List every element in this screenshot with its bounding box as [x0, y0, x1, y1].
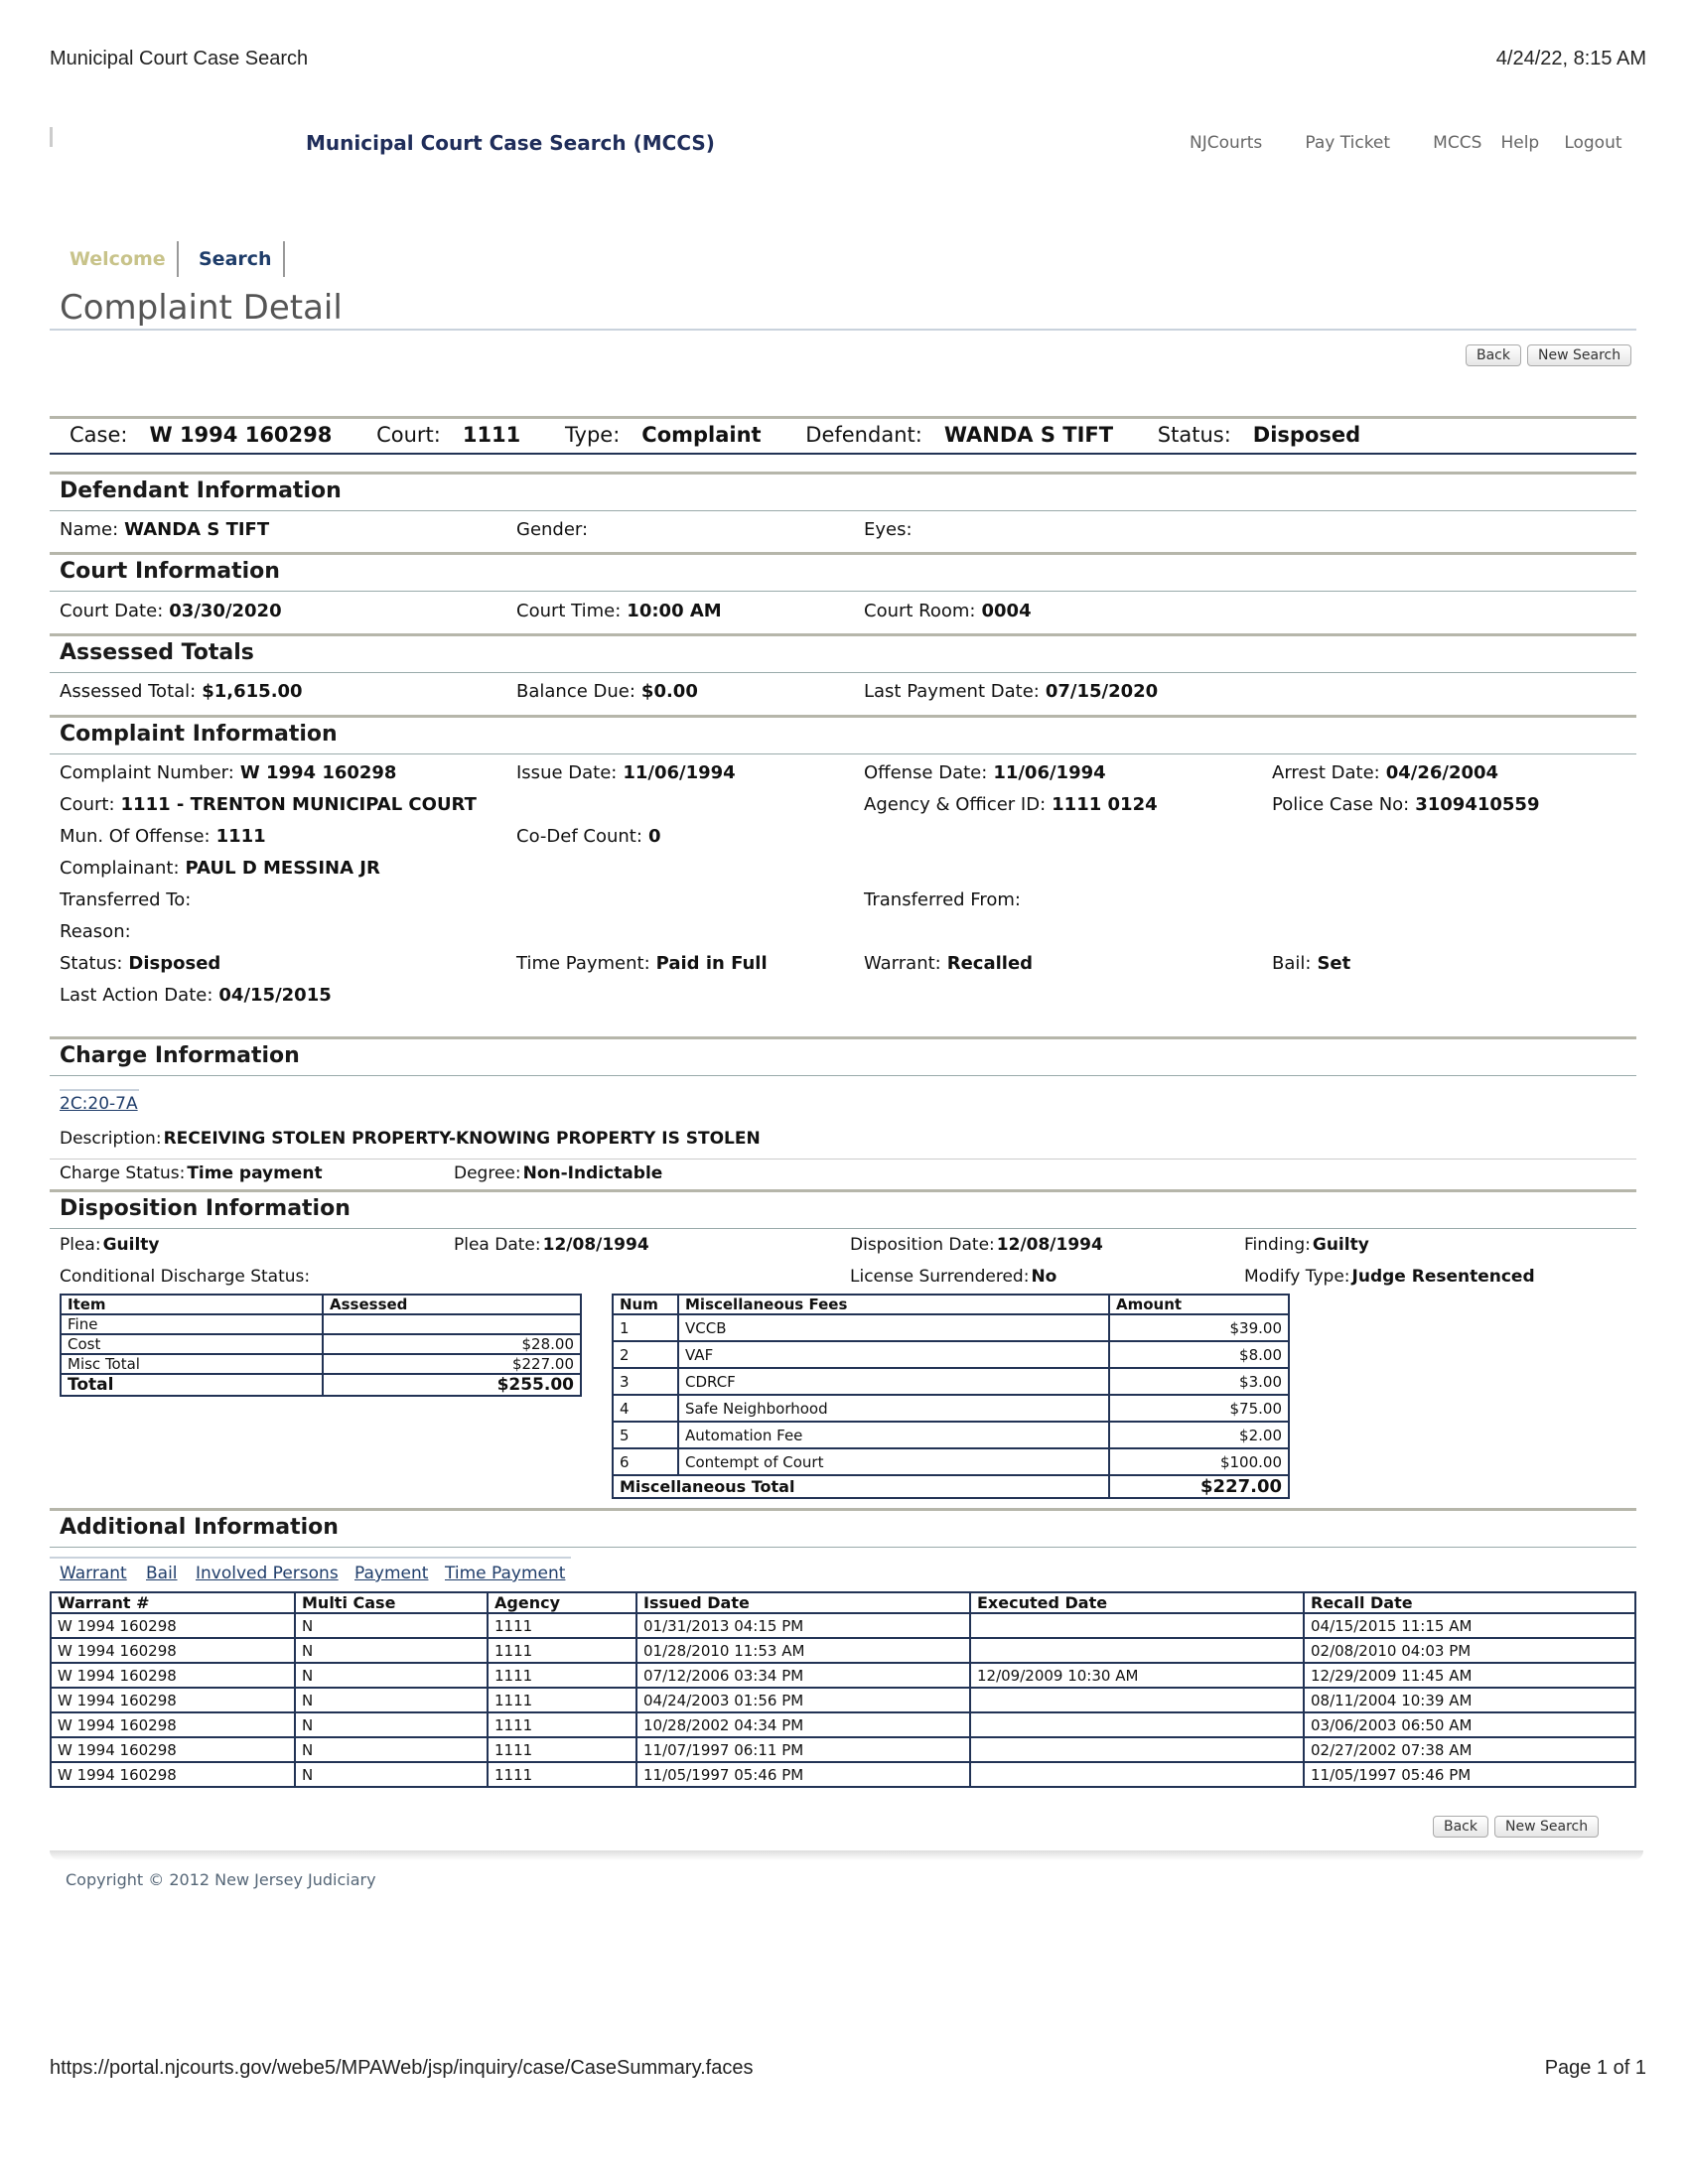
complaint-court-field	[60, 794, 477, 815]
col-header: Executed Date	[970, 1592, 1304, 1613]
table-cell: 1111	[488, 1762, 636, 1787]
table-cell: 08/11/2004 10:39 AM	[1304, 1688, 1635, 1712]
section-title-totals: Assessed Totals	[60, 640, 254, 665]
value: Disposed	[128, 953, 221, 974]
divider	[50, 416, 1636, 419]
bail-field	[1272, 953, 1350, 974]
print-footer-page: Page 1 of 1	[1544, 2057, 1646, 2079]
assessed-total-field	[60, 681, 303, 702]
label: Finding:	[1244, 1235, 1311, 1255]
label: Degree:	[454, 1163, 521, 1183]
plea-field	[60, 1235, 160, 1255]
value: RECEIVING STOLEN PROPERTY-KNOWING PROPERTY IS STOLEN	[163, 1129, 761, 1149]
table-row	[51, 1663, 1635, 1688]
label: Police Case No:	[1272, 794, 1410, 815]
value: No	[1031, 1267, 1057, 1287]
transferred-to-field	[60, 889, 191, 910]
label: Description:	[60, 1129, 162, 1149]
case-summary-strip	[70, 423, 1398, 447]
modify-type-field	[1244, 1267, 1535, 1287]
table-cell: W 1994 160298	[51, 1737, 295, 1762]
copyright-text: Copyright © 2012 New Jersey Judiciary	[66, 1870, 376, 1889]
table-cell: 02/27/2002 07:38 AM	[1304, 1737, 1635, 1762]
value: 11/06/1994	[993, 762, 1106, 783]
table-row	[613, 1314, 1289, 1341]
col-header: Agency	[488, 1592, 636, 1613]
table-cell: 1111	[488, 1663, 636, 1688]
value: Time payment	[187, 1163, 323, 1183]
label: Charge Status:	[60, 1163, 186, 1183]
value: WANDA S TIFT	[124, 519, 270, 540]
table-cell: $75.00	[1109, 1395, 1289, 1422]
table-row	[51, 1762, 1635, 1787]
divider	[50, 1036, 1636, 1039]
nav-link-mccs[interactable]: MCCS	[1433, 133, 1482, 153]
table-cell: W 1994 160298	[51, 1613, 295, 1638]
table-cell: 6	[613, 1448, 678, 1475]
table-cell: 2	[613, 1341, 678, 1368]
label: Last Payment Date:	[864, 681, 1040, 702]
value: Recalled	[946, 953, 1034, 974]
mun-offense-field	[60, 826, 266, 847]
divider	[50, 633, 1636, 636]
table-cell: 12/09/2009 10:30 AM	[970, 1663, 1304, 1688]
table-cell: 1111	[488, 1712, 636, 1737]
table-cell: Fine	[61, 1314, 323, 1334]
arrest-date-field	[1272, 762, 1498, 783]
value: Judge Resentenced	[1351, 1267, 1535, 1287]
table-cell: 11/05/1997 05:46 PM	[1304, 1762, 1635, 1787]
court-room-field	[864, 601, 1032, 621]
table-row	[51, 1737, 1635, 1762]
tab-bail[interactable]: Bail	[146, 1564, 178, 1583]
page-title: Complaint Detail	[60, 288, 343, 328]
divider	[50, 1547, 1636, 1548]
label: Name:	[60, 519, 119, 540]
divider	[50, 1228, 1636, 1229]
value: 1111 - TRENTON MUNICIPAL COURT	[120, 794, 477, 815]
table-header-row	[51, 1592, 1635, 1613]
col-header: Num	[613, 1295, 678, 1314]
table-row	[51, 1712, 1635, 1737]
col-header: Miscellaneous Fees	[678, 1295, 1109, 1314]
eyes-field	[864, 519, 918, 540]
label: Status:	[60, 953, 123, 974]
police-case-field	[1272, 794, 1539, 815]
label: Court Time:	[516, 601, 622, 621]
table-cell: W 1994 160298	[51, 1688, 295, 1712]
label: Disposition Date:	[850, 1235, 995, 1255]
divider	[50, 552, 1636, 555]
label: Plea Date:	[454, 1235, 541, 1255]
tab-divider	[283, 241, 285, 277]
table-cell: $8.00	[1109, 1341, 1289, 1368]
table-cell: 04/24/2003 01:56 PM	[636, 1688, 970, 1712]
status-label: Status:	[1157, 423, 1231, 447]
label: Assessed Total:	[60, 681, 197, 702]
table-cell: 4	[613, 1395, 678, 1422]
table-cell: W 1994 160298	[51, 1712, 295, 1737]
divider	[50, 1159, 1636, 1160]
table-cell: 11/05/1997 05:46 PM	[636, 1762, 970, 1787]
table-cell: 01/31/2013 04:15 PM	[636, 1613, 970, 1638]
label: Arrest Date:	[1272, 762, 1380, 783]
table-cell	[970, 1638, 1304, 1663]
case-status: Disposed	[1252, 423, 1361, 447]
table-cell: W 1994 160298	[51, 1762, 295, 1787]
divider	[50, 753, 1636, 754]
value: Guilty	[1312, 1235, 1369, 1255]
transferred-from-field	[864, 889, 1021, 910]
charge-description-field	[60, 1129, 761, 1149]
table-cell: 1111	[488, 1737, 636, 1762]
table-cell: $39.00	[1109, 1314, 1289, 1341]
value: 1111 0124	[1052, 794, 1158, 815]
warrant-field	[864, 953, 1033, 974]
court-date-field	[60, 601, 282, 621]
finding-field	[1244, 1235, 1369, 1255]
type-label: Type:	[564, 423, 621, 447]
label: Agency & Officer ID:	[864, 794, 1047, 815]
label: Gender:	[516, 519, 589, 540]
table-row	[613, 1395, 1289, 1422]
table-cell: $28.00	[323, 1334, 581, 1354]
gender-field	[516, 519, 594, 540]
case-type: Complaint	[641, 423, 762, 447]
table-row	[61, 1314, 581, 1334]
label: License Surrendered:	[850, 1267, 1030, 1287]
nav-link-help[interactable]: Help	[1500, 133, 1540, 153]
case-number: W 1994 160298	[149, 423, 333, 447]
label: Balance Due:	[516, 681, 635, 702]
tab-payment[interactable]: Payment	[354, 1564, 429, 1583]
defendant-name-field	[60, 519, 269, 540]
table-cell: 04/15/2015 11:15 AM	[1304, 1613, 1635, 1638]
table-cell: N	[295, 1663, 488, 1688]
section-title-disposition: Disposition Information	[60, 1196, 351, 1221]
plea-date-field	[454, 1235, 649, 1255]
table-row	[51, 1688, 1635, 1712]
label: Complaint Number:	[60, 762, 234, 783]
label: Transferred From:	[864, 889, 1021, 910]
label: Last Action Date:	[60, 985, 213, 1006]
table-cell: VAF	[678, 1341, 1109, 1368]
tab-time-payment[interactable]: Time Payment	[445, 1564, 566, 1583]
label: Bail:	[1272, 953, 1312, 974]
label: Time Payment:	[516, 953, 650, 974]
table-cell: 07/12/2006 03:34 PM	[636, 1663, 970, 1688]
table-cell: $255.00	[323, 1374, 581, 1396]
col-header: Recall Date	[1304, 1592, 1635, 1613]
table-cell: $227.00	[1109, 1475, 1289, 1498]
table-cell: N	[295, 1737, 488, 1762]
divider	[50, 472, 1636, 475]
warrant-table	[50, 1591, 1636, 1788]
court-number: 1111	[462, 423, 521, 447]
table-header-row	[613, 1295, 1289, 1314]
value: 04/26/2004	[1385, 762, 1499, 783]
label: Warrant:	[864, 953, 941, 974]
divider	[50, 672, 1636, 673]
table-cell: W 1994 160298	[51, 1638, 295, 1663]
statute-link[interactable]: 2C:20-7A	[60, 1094, 138, 1114]
nav-link-njcourts[interactable]: NJCourts	[1190, 133, 1263, 153]
new-search-button[interactable]: New Search	[1527, 344, 1631, 366]
value: Guilty	[102, 1235, 160, 1255]
issue-date-field	[516, 762, 736, 783]
label: Transferred To:	[60, 889, 192, 910]
table-cell	[323, 1314, 581, 1334]
defendant-label: Defendant:	[805, 423, 922, 447]
label: Eyes:	[864, 519, 913, 540]
table-cell: Miscellaneous Total	[613, 1475, 1109, 1498]
table-cell	[970, 1613, 1304, 1638]
label: Offense Date:	[864, 762, 988, 783]
table-cell: N	[295, 1762, 488, 1787]
table-cell: 1111	[488, 1613, 636, 1638]
table-row	[613, 1368, 1289, 1395]
statute-tab-top	[60, 1089, 139, 1091]
table-row	[51, 1638, 1635, 1663]
time-payment-field	[516, 953, 768, 974]
value: 07/15/2020	[1045, 681, 1159, 702]
table-total-row	[61, 1374, 581, 1396]
divider	[50, 453, 1636, 455]
reason-field	[60, 921, 131, 942]
nav-link-pay-ticket[interactable]: Pay Ticket	[1305, 133, 1391, 153]
disposition-date-field	[850, 1235, 1103, 1255]
table-cell: 10/28/2002 04:34 PM	[636, 1712, 970, 1737]
tab-strip-top	[50, 1557, 571, 1559]
section-title-charge: Charge Information	[60, 1043, 300, 1068]
label: Issue Date:	[516, 762, 618, 783]
tab-welcome[interactable]: Welcome	[70, 248, 166, 270]
table-row	[61, 1334, 581, 1354]
divider	[50, 1189, 1636, 1192]
value: 04/15/2015	[218, 985, 332, 1006]
table-cell	[970, 1688, 1304, 1712]
table-cell: N	[295, 1688, 488, 1712]
table-cell: 03/06/2003 06:50 AM	[1304, 1712, 1635, 1737]
charge-status-field	[60, 1163, 323, 1183]
value: 1111	[215, 826, 266, 847]
last-action-field	[60, 985, 332, 1006]
print-header-title: Municipal Court Case Search	[50, 48, 309, 69]
table-row	[51, 1613, 1635, 1638]
col-header: Issued Date	[636, 1592, 970, 1613]
label: Plea:	[60, 1235, 101, 1255]
table-cell: $100.00	[1109, 1448, 1289, 1475]
table-cell: 1111	[488, 1638, 636, 1663]
case-label: Case:	[70, 423, 128, 447]
table-cell: Misc Total	[61, 1354, 323, 1374]
table-cell: N	[295, 1712, 488, 1737]
value: $1,615.00	[202, 681, 303, 702]
table-cell	[970, 1712, 1304, 1737]
divider	[50, 591, 1636, 592]
value: PAUL D MESSINA JR	[185, 858, 380, 879]
court-label: Court:	[376, 423, 441, 447]
label: Mun. Of Offense:	[60, 826, 211, 847]
value: 03/30/2020	[169, 601, 282, 621]
agency-officer-field	[864, 794, 1158, 815]
table-cell: $2.00	[1109, 1422, 1289, 1448]
col-header: Assessed	[323, 1295, 581, 1314]
new-search-button-bottom[interactable]: New Search	[1494, 1816, 1599, 1838]
table-cell: N	[295, 1613, 488, 1638]
table-cell: CDRCF	[678, 1368, 1109, 1395]
tab-divider	[177, 241, 179, 277]
col-header: Amount	[1109, 1295, 1289, 1314]
value: Set	[1317, 953, 1351, 974]
title-underline	[50, 329, 1636, 331]
table-cell: Cost	[61, 1334, 323, 1354]
complainant-field	[60, 858, 380, 879]
last-payment-field	[864, 681, 1158, 702]
value: Non-Indictable	[522, 1163, 663, 1183]
value: 0	[647, 826, 661, 847]
balance-due-field	[516, 681, 698, 702]
offense-date-field	[864, 762, 1106, 783]
back-button-bottom[interactable]: Back	[1433, 1816, 1488, 1838]
value: 11/06/1994	[623, 762, 736, 783]
court-time-field	[516, 601, 722, 621]
table-row	[613, 1448, 1289, 1475]
value: Paid in Full	[655, 953, 768, 974]
value: $0.00	[640, 681, 698, 702]
divider	[50, 715, 1636, 718]
col-header: Item	[61, 1295, 323, 1314]
value: 10:00 AM	[627, 601, 722, 621]
back-button[interactable]: Back	[1466, 344, 1521, 366]
conditional-discharge-field	[60, 1267, 316, 1287]
section-title-defendant: Defendant Information	[60, 478, 342, 503]
table-cell: Contempt of Court	[678, 1448, 1109, 1475]
table-cell: W 1994 160298	[51, 1663, 295, 1688]
table-cell: Total	[61, 1374, 323, 1396]
table-cell: 1111	[488, 1688, 636, 1712]
table-cell	[970, 1762, 1304, 1787]
logo-placeholder	[50, 127, 53, 147]
license-surrendered-field	[850, 1267, 1056, 1287]
divider	[50, 1075, 1636, 1076]
table-cell: Automation Fee	[678, 1422, 1109, 1448]
value: 0004	[981, 601, 1032, 621]
label: Conditional Discharge Status:	[60, 1267, 311, 1287]
table-cell: VCCB	[678, 1314, 1109, 1341]
tab-involved-persons[interactable]: Involved Persons	[196, 1564, 339, 1583]
label: Court Date:	[60, 601, 164, 621]
table-row	[613, 1422, 1289, 1448]
defendant-name: WANDA S TIFT	[943, 423, 1114, 447]
app-title: Municipal Court Case Search (MCCS)	[306, 131, 715, 155]
top-nav	[1150, 133, 1622, 153]
label: Co-Def Count:	[516, 826, 642, 847]
divider	[50, 1508, 1636, 1511]
table-cell	[970, 1737, 1304, 1762]
misc-fees-table	[612, 1294, 1290, 1499]
table-row	[61, 1354, 581, 1374]
table-cell: 11/07/1997 06:11 PM	[636, 1737, 970, 1762]
degree-field	[454, 1163, 662, 1183]
table-cell: 3	[613, 1368, 678, 1395]
section-title-additional: Additional Information	[60, 1515, 339, 1540]
table-header-row	[61, 1295, 581, 1314]
col-header: Multi Case	[295, 1592, 488, 1613]
table-cell: $227.00	[323, 1354, 581, 1374]
label: Reason:	[60, 921, 131, 942]
codef-count-field	[516, 826, 660, 847]
label: Court Room:	[864, 601, 976, 621]
table-cell: 12/29/2009 11:45 AM	[1304, 1663, 1635, 1688]
table-cell: 01/28/2010 11:53 AM	[636, 1638, 970, 1663]
value: 12/08/1994	[542, 1235, 649, 1255]
assessment-table	[60, 1294, 582, 1397]
table-cell: 1	[613, 1314, 678, 1341]
table-cell: Safe Neighborhood	[678, 1395, 1109, 1422]
value: W 1994 160298	[239, 762, 397, 783]
page-bottom-shadow	[50, 1850, 1643, 1860]
divider	[50, 510, 1636, 511]
nav-link-logout[interactable]: Logout	[1564, 133, 1622, 153]
section-title-court: Court Information	[60, 559, 280, 584]
tab-search[interactable]: Search	[199, 248, 272, 270]
tab-warrant[interactable]: Warrant	[60, 1564, 127, 1583]
value: 12/08/1994	[996, 1235, 1103, 1255]
col-header: Warrant #	[51, 1592, 295, 1613]
label: Complainant:	[60, 858, 180, 879]
complaint-number-field	[60, 762, 396, 783]
table-row	[613, 1341, 1289, 1368]
value: 3109410559	[1415, 794, 1540, 815]
print-footer-url: https://portal.njcourts.gov/webe5/MPAWeb/jsp/inquiry/case/CaseSummary.faces	[50, 2057, 754, 2079]
table-cell: 5	[613, 1422, 678, 1448]
table-total-row	[613, 1475, 1289, 1498]
complaint-status-field	[60, 953, 220, 974]
table-cell: N	[295, 1638, 488, 1663]
table-cell: $3.00	[1109, 1368, 1289, 1395]
section-title-complaint: Complaint Information	[60, 722, 338, 747]
table-cell: 02/08/2010 04:03 PM	[1304, 1638, 1635, 1663]
print-header-datetime: 4/24/22, 8:15 AM	[1495, 48, 1646, 69]
label: Modify Type:	[1244, 1267, 1350, 1287]
label: Court:	[60, 794, 115, 815]
